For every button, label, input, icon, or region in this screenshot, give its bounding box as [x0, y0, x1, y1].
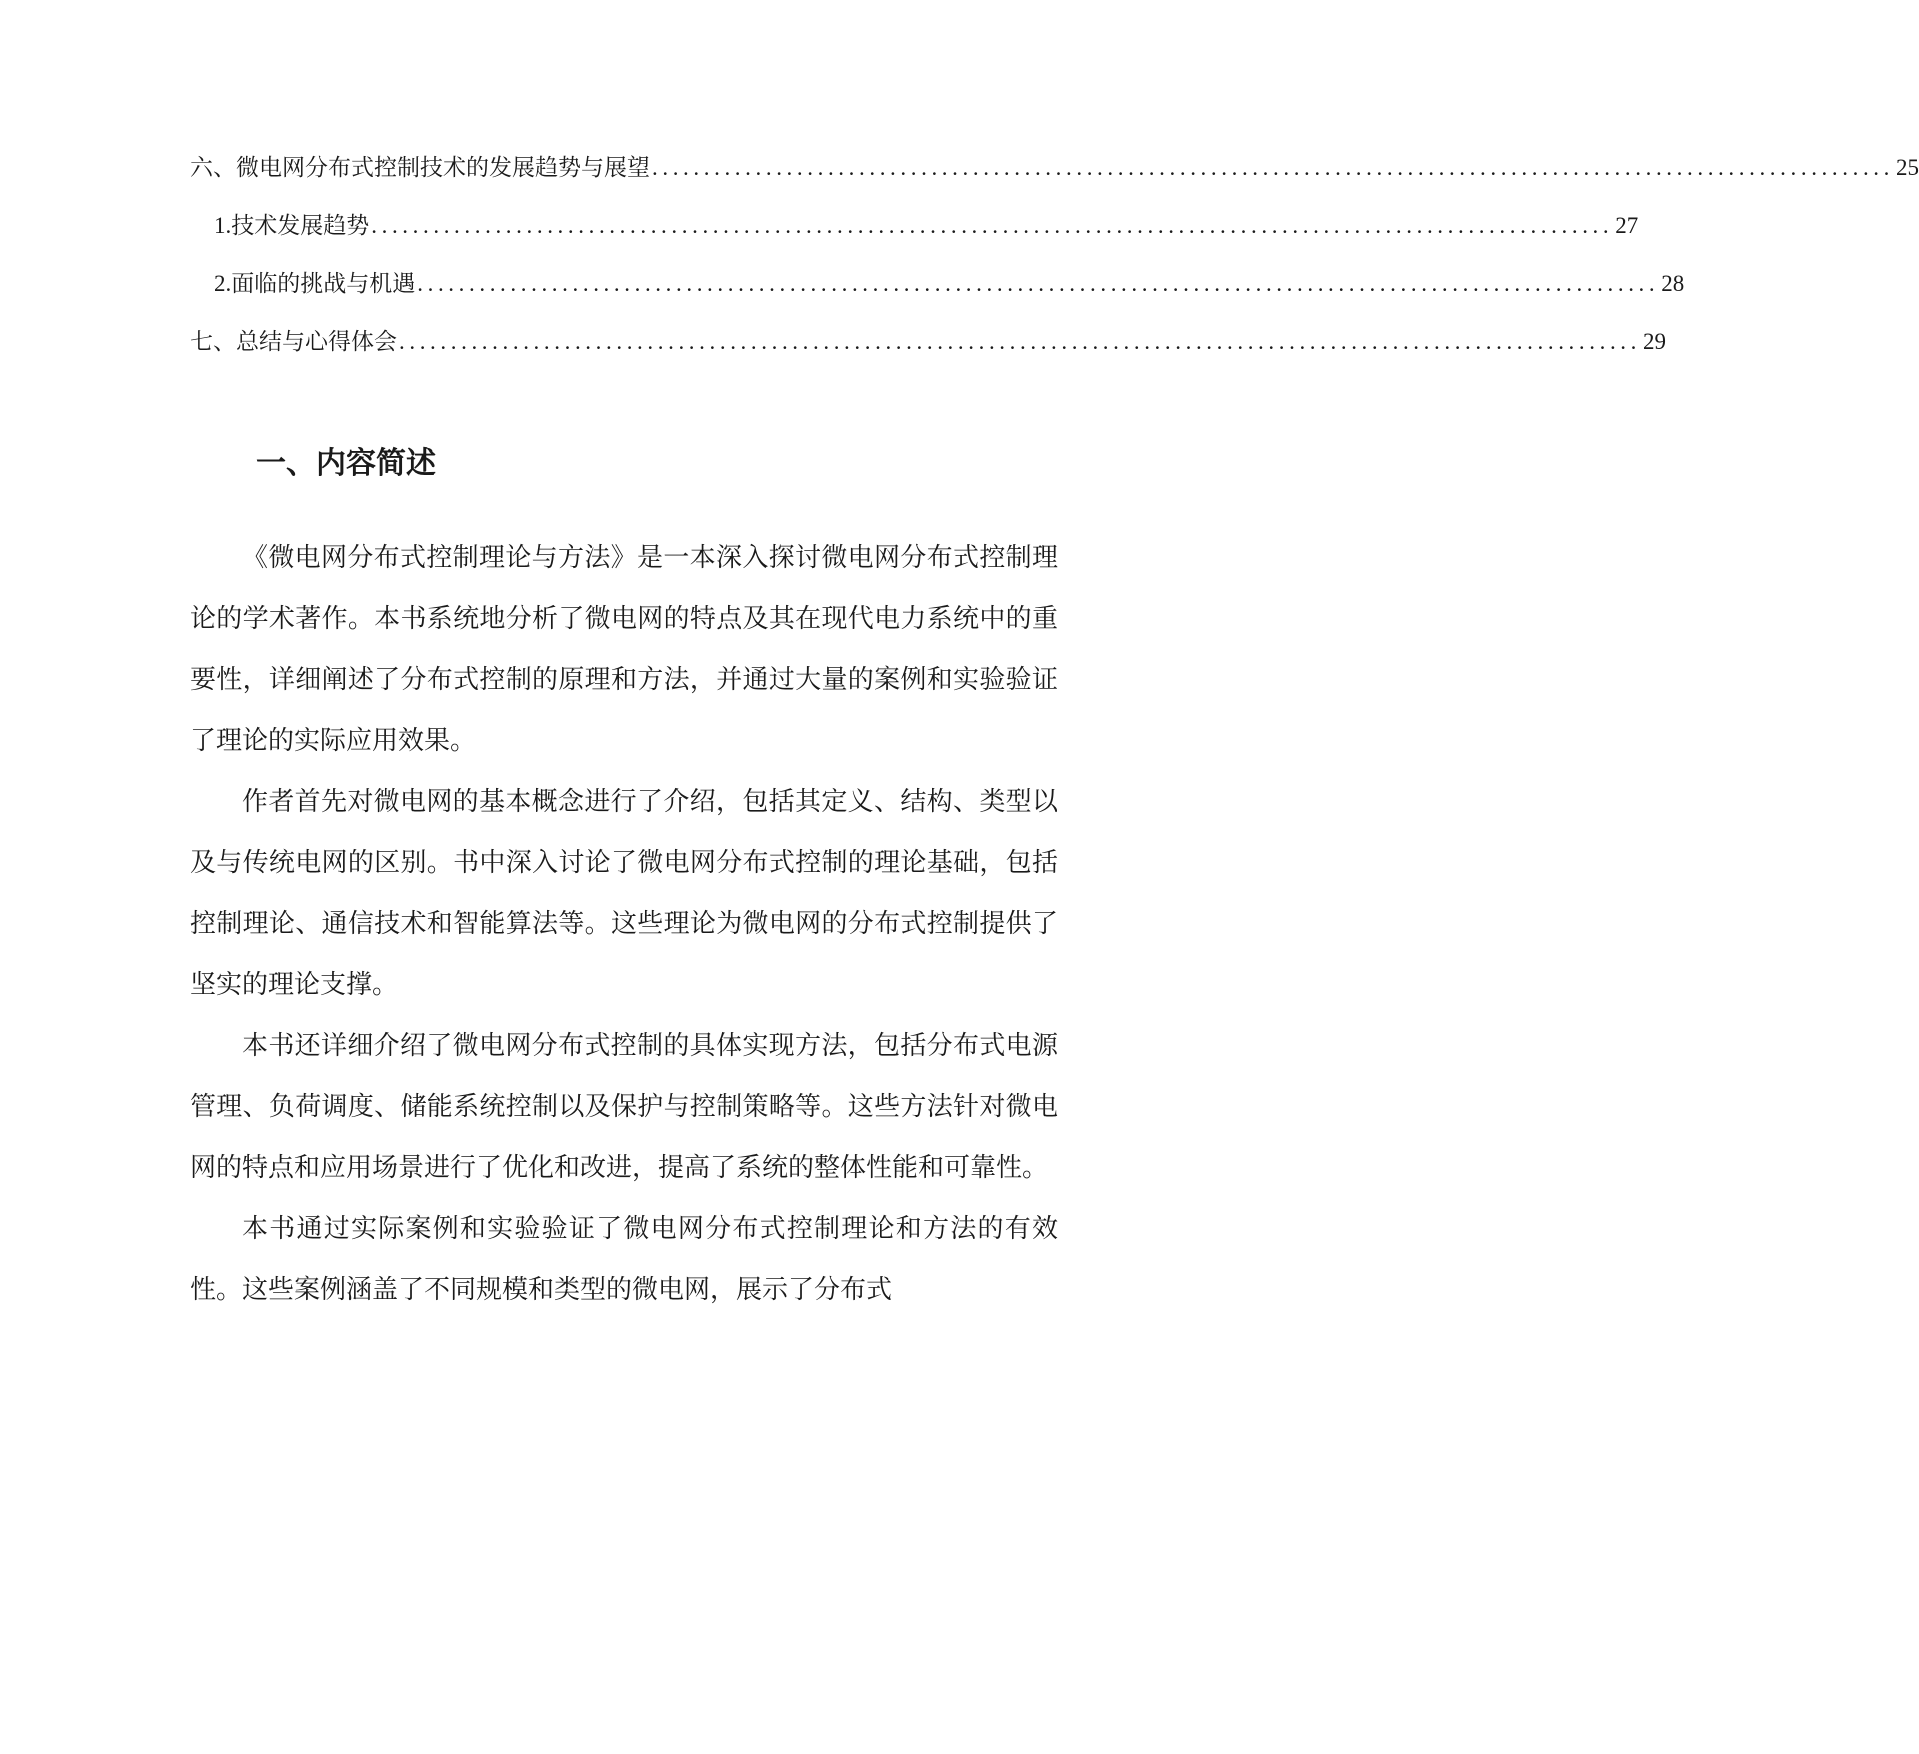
paragraph: 《微电网分布式控制理论与方法》是一本深入探讨微电网分布式控制理论的学术著作。本书系统地分析了微电网的特点及其在现代电力系统中的重要性，详细阐述了分布式控制的原理和方法，并通过大量的案例和实验验证了理论的实际应用效果。 [190, 543, 1058, 756]
toc-dot-leader [652, 148, 1894, 188]
toc-entry[interactable] [214, 264, 1685, 304]
toc-entry[interactable] [190, 322, 1666, 362]
toc-dot-leader [417, 264, 1659, 304]
toc-page-number: 28 [1661, 271, 1685, 296]
toc-entry-text: 七、总结与心得体会 [190, 329, 397, 355]
toc-page-number: 27 [1615, 213, 1639, 238]
toc-entry[interactable] [214, 206, 1639, 246]
toc-dot-leader [371, 206, 1613, 246]
toc-page-number: 29 [1643, 329, 1666, 354]
toc-entry-number: 2. [214, 271, 232, 296]
toc-entry[interactable] [190, 148, 1919, 188]
toc-page-number: 25 [1896, 155, 1919, 180]
section-body [190, 528, 1058, 1321]
section-heading: 一、内容简述 [256, 446, 436, 481]
paragraph: 本书通过实际案例和实验验证了微电网分布式控制理论和方法的有效性。这些案例涵盖了不同规模和类型的微电网，展示了分布式 [190, 1214, 1058, 1305]
toc-dot-leader [399, 322, 1641, 362]
toc-entry-text: 技术发展趋势 [231, 213, 370, 239]
paragraph: 作者首先对微电网的基本概念进行了介绍，包括其定义、结构、类型以及与传统电网的区别。书中深入讨论了微电网分布式控制的理论基础，包括控制理论、通信技术和智能算法等。这些理论为微电网的分布式控制提供了坚实的理论支撑。 [190, 787, 1058, 1000]
toc-entry-text: 面临的挑战与机遇 [231, 271, 416, 297]
toc-entry-number: 1. [214, 213, 232, 238]
paragraph: 本书还详细介绍了微电网分布式控制的具体实现方法，包括分布式电源管理、负荷调度、储能系统控制以及保护与控制策略等。这些方法针对微电网的特点和应用场景进行了优化和改进，提高了系统的整体性能和可靠性。 [190, 1031, 1058, 1183]
toc-entry-text: 六、微电网分布式控制技术的发展趋势与展望 [190, 155, 650, 181]
